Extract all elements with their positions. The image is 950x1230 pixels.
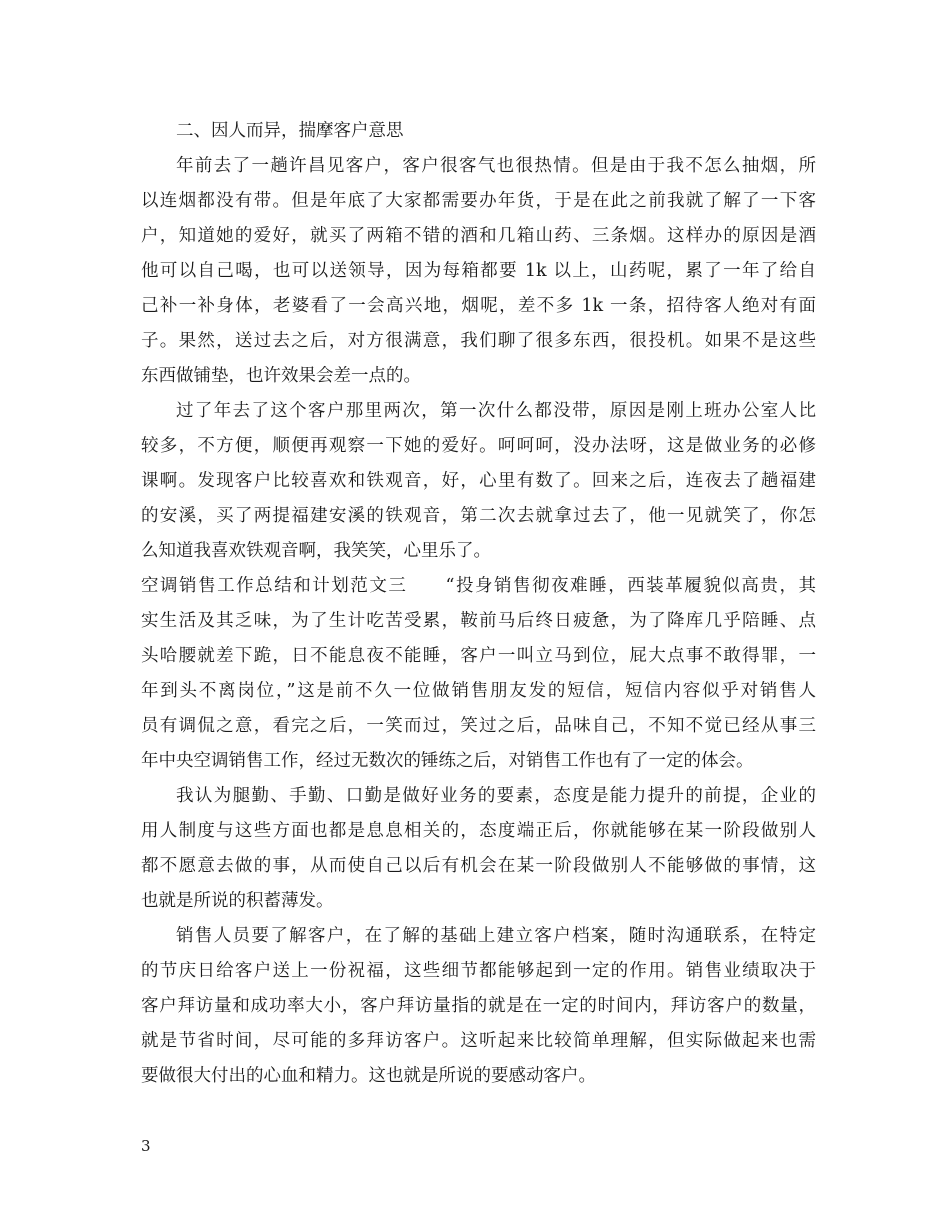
text-line: 的节庆日给客户送上一份祝福，这些细节都能够起到一定的作用。销售业绩取决于 [141,961,816,981]
text-line: 以连烟都没有带。但是年底了大家都需要办年货，于是在此之前我就了解了一下客 [141,191,816,211]
text-line: 的安溪，买了两提福建安溪的铁观音，第二次去就拿过去了，他一见就笑了，你怎 [141,506,816,526]
section-heading: 二、因人而异，揣摩客户意思 [176,121,404,141]
text-line: 较多，不方便，顺便再观察一下她的爱好。呵呵呵，没办法呀，这是做业务的必修 [141,436,816,456]
text-line: 户，知道她的爱好，就买了两箱不错的酒和几箱山药、三条烟。这样办的原因是酒 [141,226,816,246]
text-line: 就是节省时间，尽可能的多拜访客户。这听起来比较简单理解，但实际做起来也需 [141,1031,816,1051]
text-line: 他可以自己喝，也可以送领导，因为每箱都要 1k 以上，山药呢，累了一年了给自 [141,261,816,281]
text-line: 东西做铺垫，也许效果会差一点的。 [141,366,421,386]
text-line: 空调销售工作总结和计划范文三 “投身销售彻夜难睡，西装革履貌似高贵，其 [141,576,816,596]
text-line: 销售人员要了解客户，在了解的基础上建立客户档案，随时沟通联系，在特定 [176,926,816,946]
text-line: 实生活及其乏味，为了生计吃苦受累，鞍前马后终日疲惫，为了降库几乎陪睡、点 [141,611,816,631]
text-line: 头哈腰就差下跪，日不能息夜不能睡，客户一叫立马到位，屁大点事不敢得罪，一 [141,646,816,666]
text-line: 课啊。发现客户比较喜欢和铁观音，好，心里有数了。回来之后，连夜去了趟福建 [141,471,816,491]
text-line: 员有调侃之意，看完之后，一笑而过，笑过之后，品味自己，不知不觉已经从事三 [141,716,816,736]
text-line: 年到头不离岗位，”这是前不久一位做销售朋友发的短信，短信内容似乎对销售人 [141,681,816,701]
text-line: 己补一补身体，老婆看了一会高兴地，烟呢，差不多 1k 一条，招待客人绝对有面 [141,296,816,316]
text-line: 我认为腿勤、手勤、口勤是做好业务的要素，态度是能力提升的前提，企业的 [176,786,816,806]
text-line: 子。果然，送过去之后，对方很满意，我们聊了很多东西，很投机。如果不是这些 [141,331,816,351]
text-line: 年中央空调销售工作，经过无数次的锤练之后，对销售工作也有了一定的体会。 [141,751,754,771]
text-line: 么知道我喜欢铁观音啊，我笑笑，心里乐了。 [141,541,491,561]
text-line: 年前去了一趟许昌见客户，客户很客气也很热情。但是由于我不怎么抽烟，所 [176,156,816,176]
text-line: 也就是所说的积蓄薄发。 [141,891,334,911]
page-number: 3 [141,1137,151,1155]
document-body [141,114,816,1094]
text-line: 过了年去了这个客户那里两次，第一次什么都没带，原因是刚上班办公室人比 [176,401,816,421]
text-line: 都不愿意去做的事，从而使自己以后有机会在某一阶段做别人不能够做的事情，这 [141,856,816,876]
text-line: 用人制度与这些方面也都是息息相关的，态度端正后，你就能够在某一阶段做别人 [141,821,816,841]
text-line: 要做很大付出的心血和精力。这也就是所说的要感动客户。 [141,1066,596,1086]
text-line: 客户拜访量和成功率大小，客户拜访量指的就是在一定的时间内，拜访客户的数量， [141,996,816,1016]
